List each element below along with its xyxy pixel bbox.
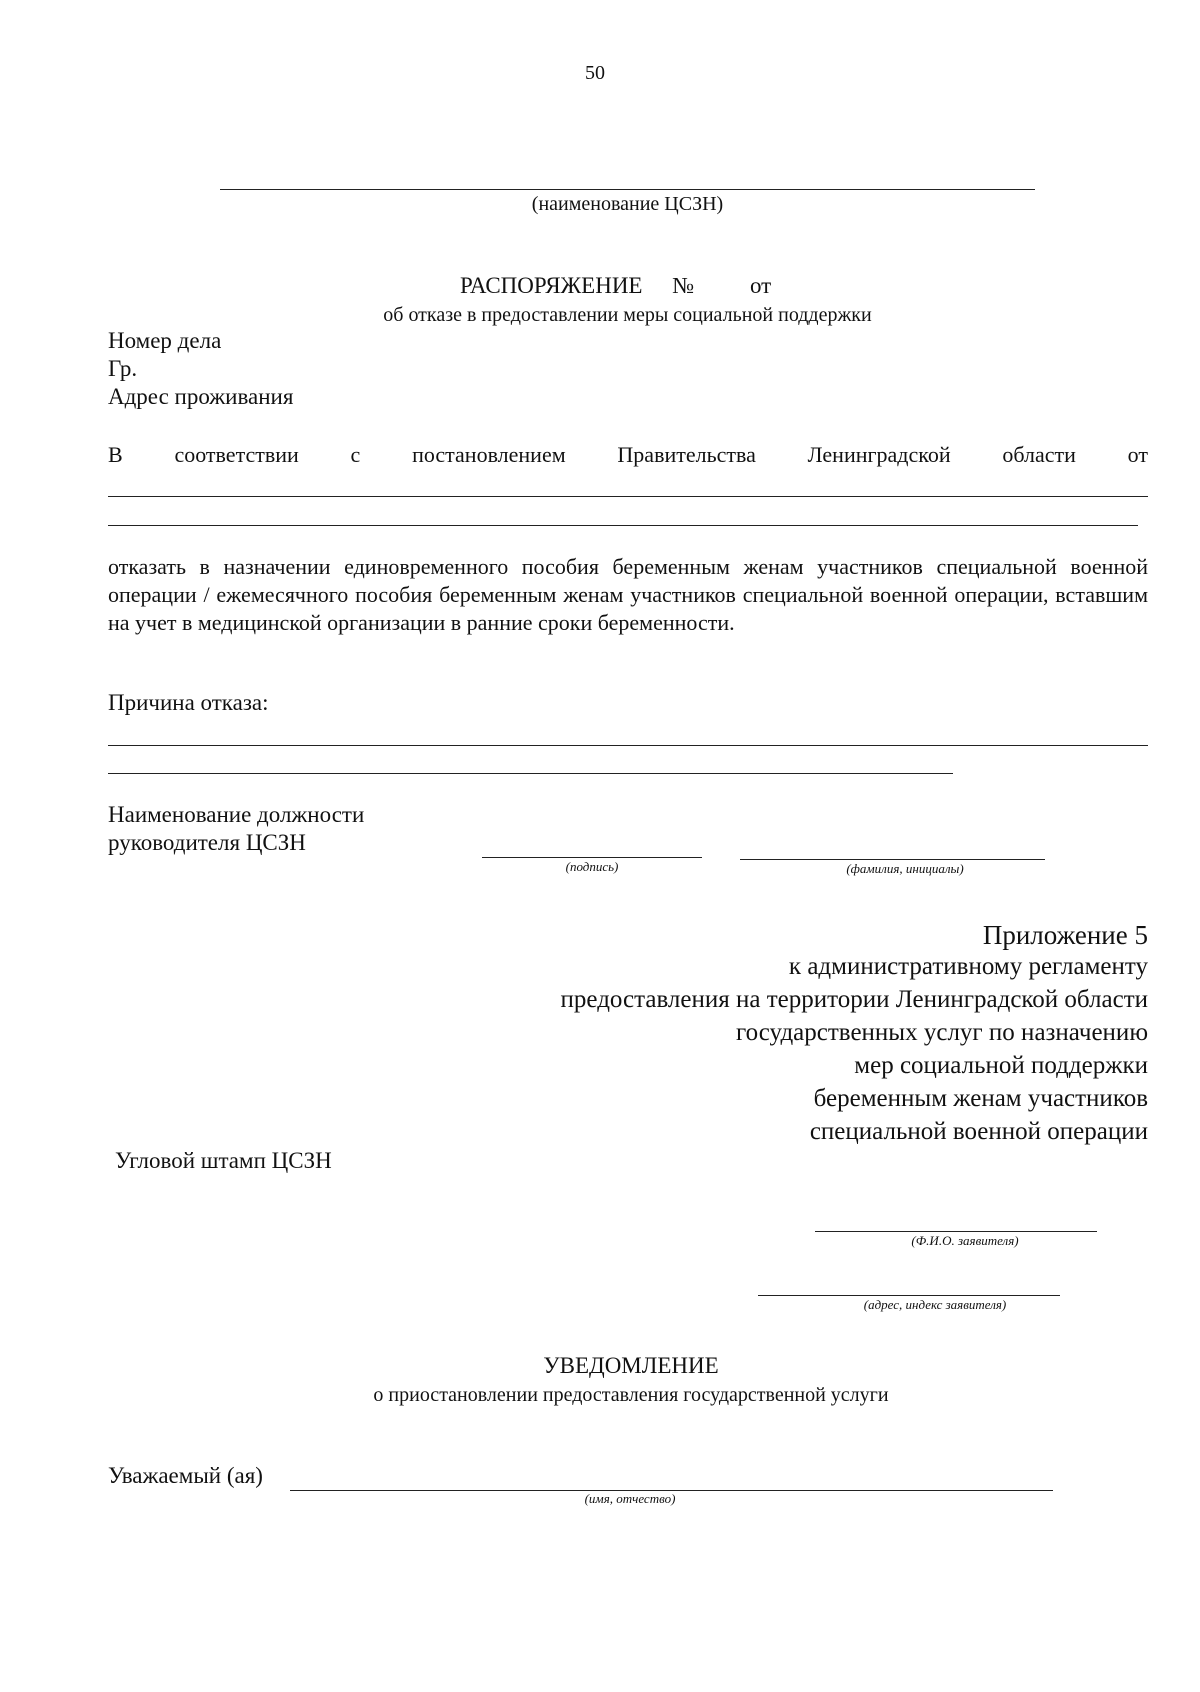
greeting-caption: (имя, отчество) [584, 1491, 676, 1506]
address-label: Адрес проживания [108, 384, 294, 409]
date-word: от [749, 273, 772, 298]
basis-word: постановлением [412, 442, 566, 467]
order-subtitle: об отказе в предоставлении меры социальной поддержки [383, 304, 872, 326]
decision-text: отказать в назначении единовременного пособия беременным женам участников специальной военной операции / ежемесячного пособия беременным женам участников специальной военной операции, вставшим на учет в медицинской организации в ранние сроки беременности. [108, 554, 1148, 635]
appendix-line-2: к административному регламенту [788, 953, 1148, 980]
appendix-line-6: беременным женам участников [813, 1085, 1148, 1112]
appendix-line-5: мер социальной поддержки [854, 1052, 1148, 1079]
appendix-line-4: государственных услуг по назначению [736, 1019, 1148, 1046]
basis-sentence [108, 442, 1148, 468]
org-name-caption: (наименование ЦСЗН) [531, 193, 724, 215]
basis-word: с [350, 442, 361, 467]
applicant-name-line [815, 1231, 1097, 1232]
org-name-line [220, 189, 1035, 190]
page-number: 50 [585, 62, 605, 84]
name-line [740, 859, 1045, 860]
order-title-row [460, 273, 771, 299]
refusal-reason-line-1 [108, 745, 1148, 746]
case-number-label: Номер дела [108, 328, 222, 353]
basis-word: соответствии [174, 442, 299, 467]
refusal-reason-line-2 [108, 773, 953, 774]
position-line-2: руководителя ЦСЗН [108, 830, 306, 855]
basis-word: области [1002, 442, 1076, 467]
position-line-1: Наименование должности [108, 802, 365, 827]
greeting-label: Уважаемый (ая) [108, 1463, 263, 1488]
notice-title: УВЕДОМЛЕНИЕ [543, 1353, 719, 1378]
number-sign: № [672, 273, 695, 298]
signature-caption: (подпись) [565, 859, 619, 874]
applicant-name-caption: (Ф.И.О. заявителя) [911, 1233, 1019, 1248]
basis-word: Ленинградской [807, 442, 951, 467]
order-title: РАСПОРЯЖЕНИЕ [460, 273, 643, 298]
signature-line [482, 857, 702, 858]
basis-word: от [1127, 442, 1148, 467]
citizen-label: Гр. [108, 356, 138, 381]
applicant-address-caption: (адрес, индекс заявителя) [863, 1297, 1007, 1312]
basis-word: В [108, 442, 123, 467]
appendix-line-7: специальной военной операции [809, 1118, 1148, 1145]
basis-line-2 [108, 525, 1138, 526]
applicant-address-line [758, 1295, 1060, 1296]
appendix-line-3: предоставления на территории Ленинградской области [560, 986, 1148, 1013]
refusal-reason-label: Причина отказа: [108, 690, 269, 715]
basis-word: Правительства [617, 442, 756, 467]
basis-line-1 [108, 496, 1148, 497]
notice-subtitle: о приостановлении предоставления государственной услуги [373, 1384, 889, 1406]
appendix-line-1: Приложение 5 [982, 920, 1148, 950]
name-caption: (фамилия, инициалы) [846, 861, 964, 876]
corner-stamp-label: Угловой штамп ЦСЗН [115, 1148, 332, 1173]
